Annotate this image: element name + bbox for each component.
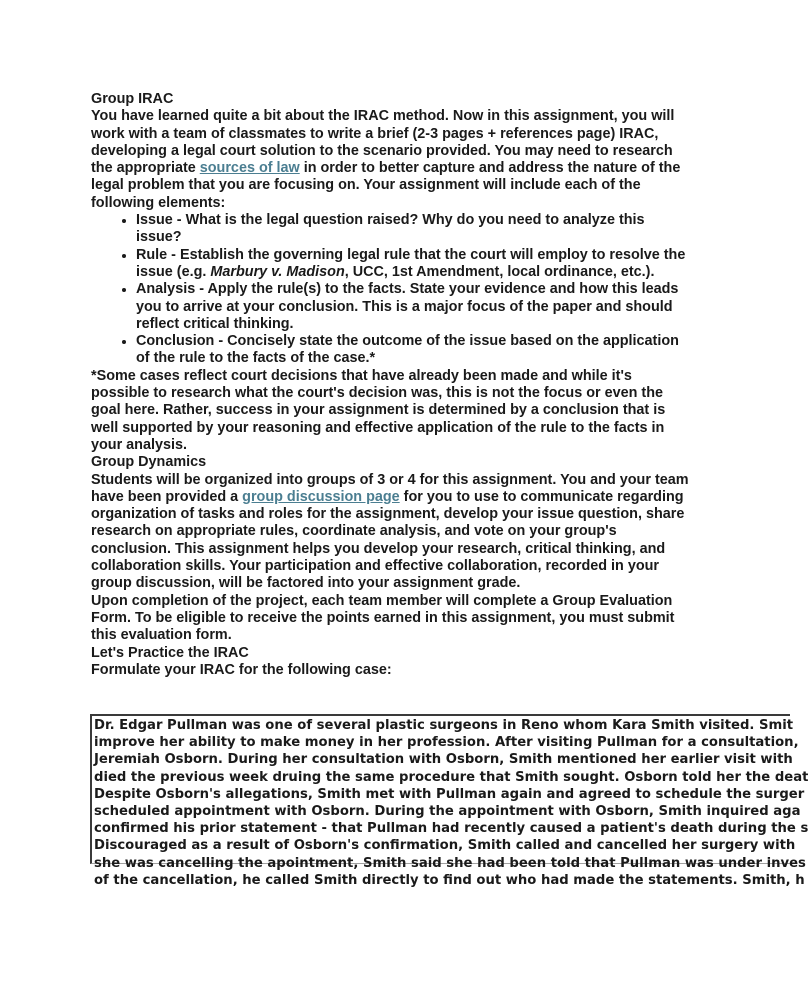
page-title: Group IRAC	[91, 91, 174, 107]
list-item-rule: • Rule - Establish the governing legal rule that the court will employ to resolve the issue (e.g. Marbury v. Madison, UCC, 1st Amendment, local ordinance, etc.).	[136, 247, 691, 282]
sources-of-law-link[interactable]: sources of law	[199, 160, 300, 177]
practice-prompt: Formulate your IRAC for the following case:	[91, 661, 392, 678]
case-scenario-text	[94, 717, 808, 889]
group-dynamics-heading: Group Dynamics	[91, 454, 207, 471]
footnote-paragraph: *Some cases reflect court decisions that have already been made and while it's possible to research what the court's decision was, this is not the focus or even the goal here. Rather, success in your assignment is determined by a conclusion that is well supported by your reasoning and effective application of the rule to the facts in your analysis.	[91, 367, 666, 453]
case-line: Despite Osborn's allegations, Smith met with Pullman again and agreed to schedule the surger	[94, 786, 805, 802]
case-scenario-box[interactable]	[90, 714, 808, 888]
practice-heading: Let's Practice the IRAC	[91, 644, 249, 661]
case-line: confirmed his prior statement - that Pullman had recently caused a patient's death during the s	[94, 821, 808, 837]
case-line: of the cancellation, he called Smith directly to find out who had made the statements. Smith, h	[94, 872, 805, 888]
evaluation-paragraph: Upon completion of the project, each team member will complete a Group Evaluation Form. To be eligible to receive the points earned in this assignment, you must submit this evaluation form.	[91, 592, 675, 644]
case-line: Jeremiah Osborn. During her consultation with Osborn, Smith mentioned her earlier visit with	[94, 752, 793, 768]
case-line: Discouraged as a result of Osborn's confirmation, Smith called and cancelled her surgery with	[94, 838, 796, 854]
assignment-content	[91, 91, 691, 679]
group-dynamics-paragraph: Students will be organized into groups of 3 or 4 for this assignment. You and your team have been provided a group discussion page for you to use to communicate regarding organization of tasks and roles for the assignment, develop your issue question, share research on appropriate rules, coordinate analysis, and vote on your group's conclusion. This assignment helps you develop your research, critical thinking, and collaboration skills. Your participation and effective collaboration, recorded in your group discussion, will be factored into your assignment grade.	[91, 471, 689, 592]
case-line: improve her ability to make money in her profession. After visiting Pullman for a consultation,	[94, 735, 799, 751]
group-discussion-page-link[interactable]: group discussion page	[242, 488, 400, 505]
case-line: died the previous week druing the same procedure that Smith sought. Osborn told her the deat	[94, 769, 808, 785]
irac-elements-list	[91, 212, 691, 368]
list-item-analysis: • Analysis - Apply the rule(s) to the facts. State your evidence and how this leads you to arrive at your conclusion. This is a major focus of the paper and should reflect critical thinking.	[136, 281, 691, 333]
case-line: scheduled appointment with Osborn. During the appointment with Osborn, Smith inquired aga	[94, 804, 801, 820]
case-line: Dr. Edgar Pullman was one of several plastic surgeons in Reno whom Kara Smith visited. Smit	[94, 718, 794, 733]
list-item-conclusion: • Conclusion - Concisely state the outcome of the issue based on the application of the rule to the facts of the case.*	[136, 333, 691, 368]
intro-paragraph: You have learned quite a bit about the IRAC method. Now in this assignment, you will work with a team of classmates to write a brief (2-3 pages + references page) IRAC, developing a legal court solution to the scenario provided. You may need to research the appropriate sources of law in order to better capture and address the nature of the legal problem that you are focusing on. Your assignment will include each of the following elements:	[91, 108, 681, 211]
list-item-issue: • Issue - What is the legal question raised? Why do you need to analyze this issue?	[136, 212, 691, 247]
case-line: she was cancelling the apointment, Smith said she had been told that Pullman was under inves	[94, 855, 806, 871]
